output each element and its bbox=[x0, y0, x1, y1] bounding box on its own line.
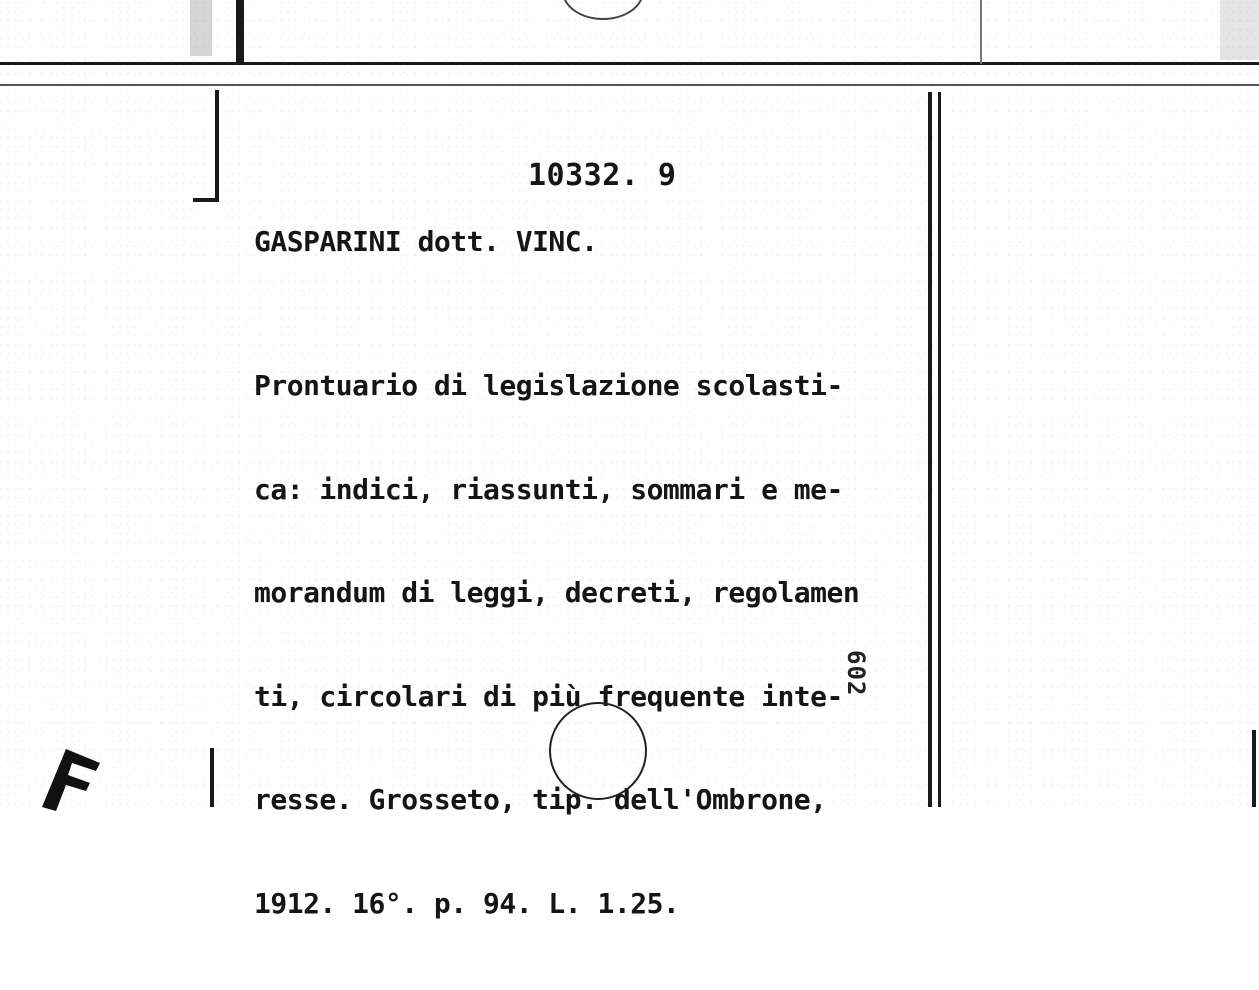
description-line: morandum di leggi, decreti, regolamen bbox=[254, 576, 860, 609]
punch-hole bbox=[549, 702, 647, 800]
description-line: ti, circolari di più frequente inte- bbox=[254, 679, 843, 713]
next-card-edge bbox=[1252, 730, 1256, 807]
card-right-edge-double bbox=[938, 92, 941, 807]
top-border-rule bbox=[0, 62, 1259, 65]
top-strip-edge-mark bbox=[190, 0, 212, 56]
description-line: Prontuario di legislazione scolasti- bbox=[254, 369, 843, 402]
corner-ink-mark bbox=[38, 745, 108, 815]
left-card-bracket bbox=[213, 90, 219, 200]
bibliographic-description bbox=[254, 300, 934, 990]
left-card-bracket-foot bbox=[193, 198, 219, 202]
top-strip-speckle-right bbox=[1220, 0, 1259, 60]
description-line: resse. Grosseto, tip. dell'Ombrone, bbox=[254, 783, 827, 816]
rotated-stamp-number: 602 bbox=[842, 650, 870, 697]
author-heading: GASPARINI dott. VINC. bbox=[254, 225, 598, 258]
description-line: 1912. 16°. p. 94. L. 1.25. bbox=[254, 886, 680, 920]
top-punch-hole bbox=[562, 0, 644, 20]
call-number: 10332. 9 bbox=[528, 158, 677, 193]
top-strip-divider-right bbox=[980, 0, 982, 64]
bottom-left-tick bbox=[210, 748, 214, 807]
top-strip-divider-left bbox=[236, 0, 244, 64]
top-border-rule-secondary bbox=[0, 84, 1259, 86]
description-line: ca: indici, riassunti, sommari e me- bbox=[254, 472, 843, 506]
